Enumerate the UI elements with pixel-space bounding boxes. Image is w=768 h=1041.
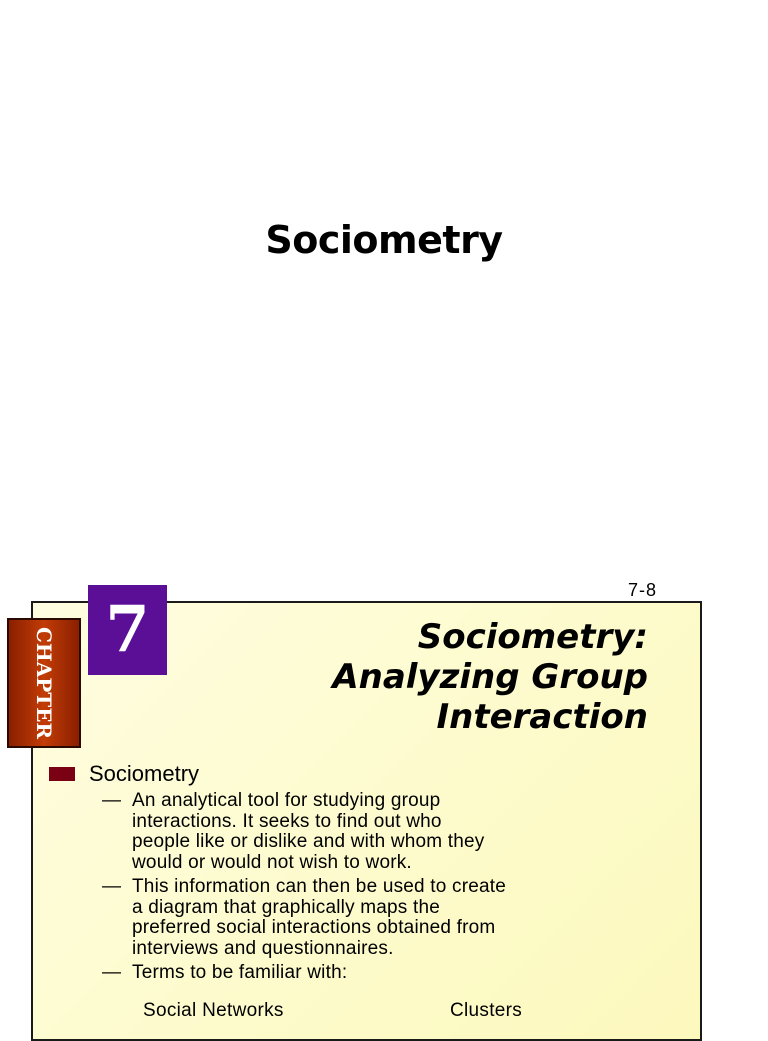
slide-heading-line: Interaction [436, 697, 648, 737]
chapter-number-box [88, 585, 167, 675]
dash-icon: — [102, 790, 122, 811]
dash-icon: — [102, 876, 122, 897]
sub-bullet-item [102, 963, 702, 984]
slide-number: 7-8 [628, 580, 658, 600]
bullet-square-icon [49, 767, 75, 781]
chapter-tab-label: CHAPTER [32, 626, 56, 740]
page-title: Sociometry [265, 218, 503, 262]
sub-bullet-text: This information can then be used to create a diagram that graphically maps the preferred social interactions obtained from interviews and questionnaires. [132, 876, 507, 959]
bullet-item [49, 761, 199, 787]
sub-bullet-item [102, 877, 702, 959]
slide-heading-line: Sociometry: [417, 617, 648, 657]
slide-heading [332, 617, 648, 737]
chapter-number: 7 [105, 592, 150, 667]
bullet-text: Sociometry [89, 761, 200, 786]
dash-icon: — [102, 962, 122, 983]
slide-heading-line: Analyzing Group [332, 657, 648, 697]
sub-bullet-text: Terms to be familiar with: [132, 962, 348, 983]
term-clusters: Clusters [450, 1000, 523, 1021]
term-social-networks: Social Networks [143, 1000, 284, 1021]
sub-bullet-item [102, 791, 702, 873]
chapter-tab [7, 618, 81, 748]
sub-bullet-list [102, 791, 702, 988]
sub-bullet-text: An analytical tool for studying group interactions. It seeks to find out who people like or dislike and with whom they would or would not wish to work. [132, 790, 485, 873]
